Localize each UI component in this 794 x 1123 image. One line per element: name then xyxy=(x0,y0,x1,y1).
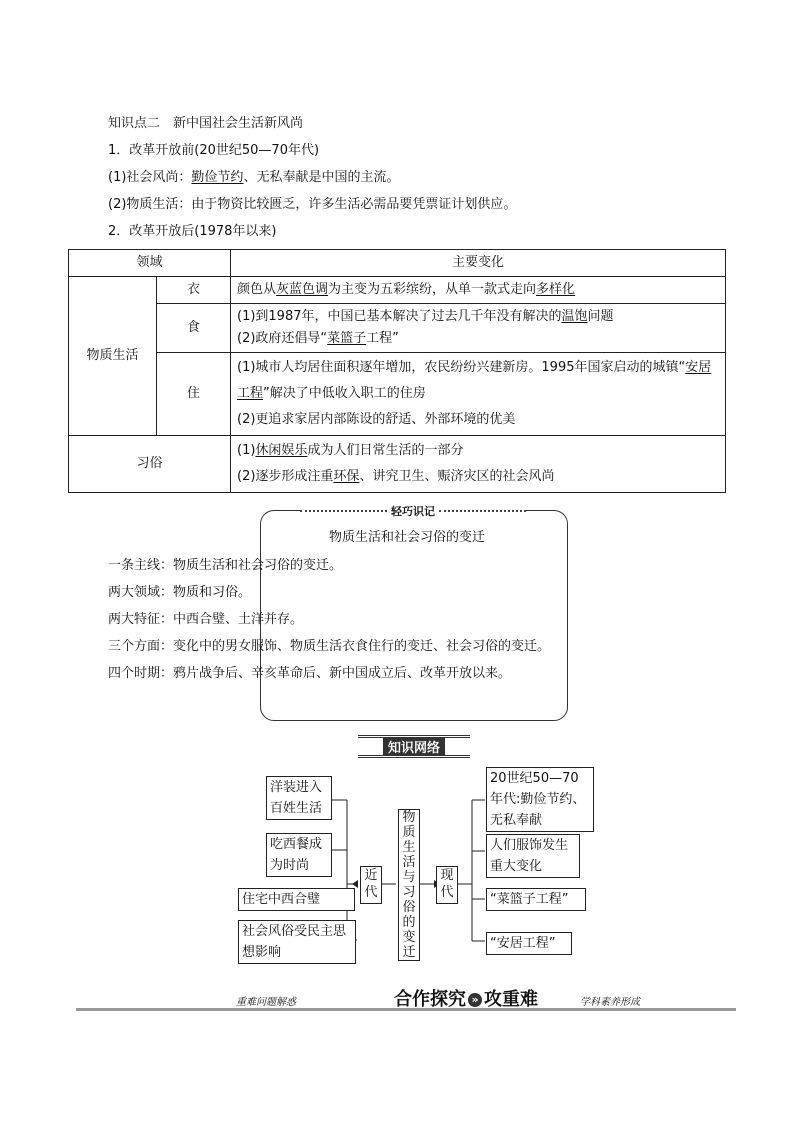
cell-clothing: 衣 xyxy=(157,277,231,304)
cell-food-change: (1)到1987年，中国已基本解决了过去几千年没有解决的温饱问题 (2)政府还倡导“菜篮子工程” xyxy=(231,304,726,353)
banner-title: 合作探究 » 攻重难 xyxy=(394,989,538,1010)
tip-line: 两大特征：中西合璧、土洋并存。 xyxy=(108,612,304,627)
cell-clothing-change: 颜色从灰蓝色调为主变为五彩缤纷，从单一款式走向多样化 xyxy=(231,277,726,304)
tip-label-text: 轻巧识记 xyxy=(391,505,435,518)
section-banner xyxy=(76,985,736,1013)
section-heading: 知识点二 新中国社会生活新风尚 xyxy=(108,116,304,131)
item-2-heading: 2．改革开放后(1978年以来) xyxy=(108,224,277,239)
header-field: 领域 xyxy=(69,250,231,277)
tip-line: 三个方面：变化中的男女服饰、物质生活衣食住行的变迁、社会习俗的变迁。 xyxy=(108,639,551,654)
node-comfort-housing: “安居工程” xyxy=(486,932,572,955)
cell-housing-change: (1)城市人均居住面积逐年增加，农民纷纷兴建新房。1995年国家启动的城镇“安居工程”解决了中低收入职工的住房 (2)更追求家居内部陈设的舒适、外部环境的优美 xyxy=(231,353,726,436)
node-contemporary: 现代 xyxy=(436,866,458,904)
node-vegetable-basket: “菜篮子工程” xyxy=(486,888,586,911)
cell-material-life: 物质生活 xyxy=(69,277,157,436)
node-center-topic: 物质生活与习俗的变迁 xyxy=(398,809,420,961)
node-customs-democracy: 社会风俗受民主思想影响 xyxy=(238,920,356,964)
cell-housing: 住 xyxy=(157,353,231,436)
banner-left-text: 重难问题解惑 xyxy=(236,997,296,1008)
cell-customs-change: (1)休闲娱乐成为人们日常生活的一部分 (2)逐步形成注重环保、讲究卫生、赈济灾区的社会风尚 xyxy=(231,436,726,493)
arrow-icon: » xyxy=(468,993,482,1007)
item-1-heading: 1．改革开放前(20世纪50—70年代) xyxy=(108,143,320,158)
item-1-material-life: (2)物质生活：由于物资比较匮乏，许多生活必需品要凭票证计划供应。 xyxy=(108,197,517,212)
tip-line: 一条主线：物质生活和社会习俗的变迁。 xyxy=(108,558,343,573)
cell-customs: 习俗 xyxy=(69,436,231,493)
tip-line: 两大领域：物质和习俗。 xyxy=(108,585,252,600)
item-1-social-customs: (1)社会风尚：勤俭节约、无私奉献是中国的主流。 xyxy=(108,170,400,185)
node-housing-mix: 住宅中西合璧 xyxy=(238,888,355,911)
node-frugal-era: 20世纪50—70年代:勤俭节约、无私奉献 xyxy=(486,767,594,832)
tip-title: 物质生活和社会习俗的变迁 xyxy=(329,530,486,545)
cell-food: 食 xyxy=(157,304,231,353)
header-change: 主要变化 xyxy=(231,250,726,277)
node-modern: 近代 xyxy=(360,866,382,904)
tip-line: 四个时期：鸦片战争后、辛亥革命后、新中国成立后、改革开放以来。 xyxy=(108,666,512,681)
banner-right-text: 学科素养形成 xyxy=(580,997,640,1008)
network-label: 知识网络 xyxy=(358,735,470,758)
node-western-clothing: 洋装进入百姓生活 xyxy=(266,776,332,820)
node-western-food: 吃西餐成为时尚 xyxy=(266,833,332,877)
node-clothing-change: 人们服饰发生重大变化 xyxy=(486,834,580,878)
